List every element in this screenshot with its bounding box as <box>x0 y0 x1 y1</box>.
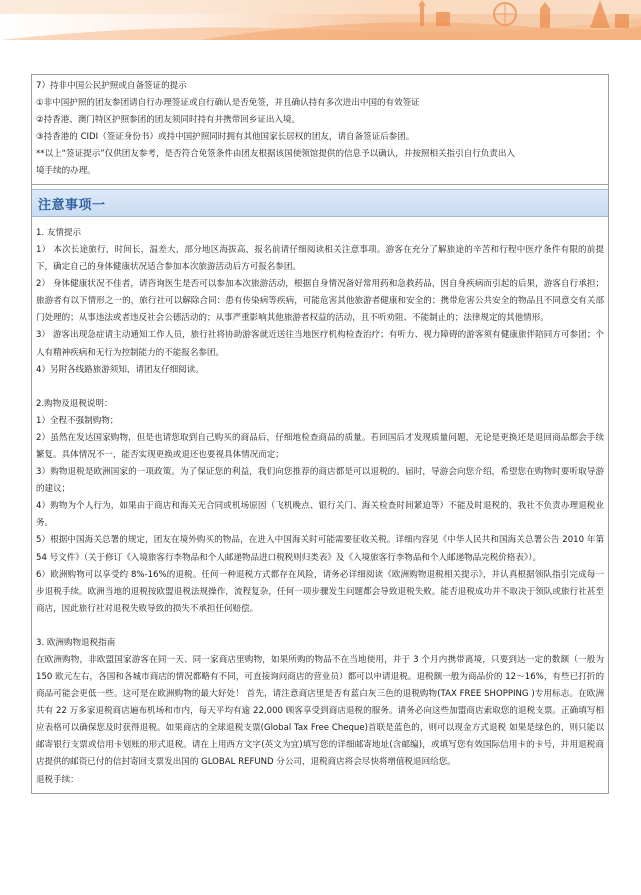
section-title: 注意事项一 <box>38 197 106 213</box>
friendly-item: 3） 游客出现急症请主动通知工作人员，旅行社将协助游客就近送往当地医疗机构检查治疗；有听力、视力障碍的游客须有健康旅伴陪同方可参团；个人有精神疾病和无行为控制能力的不能报名参团。 <box>36 330 604 358</box>
shopping-item: 1）全程不强制购物； <box>36 415 119 426</box>
visa-line: ②持香港、澳门特区护照参团的团友须同时持有并携带回乡证出入境。 <box>36 115 301 125</box>
visa-line: ①非中国护照的团友参团请自行办理签证或自行确认是否免签，并且确认持有多次进出中国的有效签证 <box>36 98 420 108</box>
section-header <box>32 189 608 217</box>
visa-line: 境手续的办理。 <box>36 166 96 176</box>
notice-box <box>31 185 609 794</box>
shopping-item: 5）根据中国海关总署的规定，团友在境外购买的物品，在进入中国海关时可能需要征收关税。详细内容见《中华人民共和国海关总署公告 2010 年第 54 号文件》（关于修订《入境旅客行李物品和个人邮递物品进口税税则归类表》及《入境旅客行李物品和个人邮递物品完税价格表》）。 <box>36 535 604 563</box>
document-page <box>31 74 609 794</box>
shopping-heading: 2.购物及退税说明： <box>36 398 113 409</box>
refund-guide-heading: 3. 欧洲购物退税指南 <box>36 637 116 648</box>
refund-guide-paragraph: 在欧洲购物，非欧盟国家游客在同一天、同一家商店里购物，如果所购的物品不在当地使用，并于 3 个月内携带离境，只要到达一定的数额（一般为 150 欧元左右，各国和各城市商店的情况都略有不同，可直接询问商店的营业员）都可以申请退税。退税额一般为商品价的 12～16%，有些已打折的商品可能会更低一些。这可是在欧洲购物的最大好处！ 首先，请注意商店里是否有蓝白灰三色的退税购物(TAX FREE SHOPPING )专用标志。在欧洲共有 22 万多家退税商店遍布机场和市内，每天平均有逾 22,000 顾客享受到商店退税的服务。请务必向这些加盟商店索取您的退税支票。正确填写相应表格可以确保您及时获得退税。如果商店的全球退税支票(Global Tax Free Cheque)首联是蓝色的，则可以现金方式退税 如果是绿色的，则只能以邮寄银行支票或信用卡划账的形式退税。请在上用西方文字(英文为宜)填写您的详细邮寄地址(含邮编)，或填写您有效国际信用卡的卡号，并用退税商店提供的邮资已付的信封寄回支票发出国的 GLOBAL REFUND 分公司，退税商店将会尽快将增值税退回给您。 <box>36 654 604 768</box>
travel-landmarks-banner-icon <box>0 0 641 40</box>
header-banner <box>0 0 641 40</box>
shopping-item: 6）欧洲购物可以享受约 8%-16%的退税。任何一种退税方式都存在风险，请务必详细阅读《欧洲购物退税相关提示》，并认真根据领队指引完成每一步退税手续。欧洲当地的退税按欧盟退税法规操作，流程复杂，任何一项步骤发生问题都会导致退税失败。能否退税成功并不取决于领队或旅行社甚至商店，因此旅行社对退税失败导致的损失不承担任何赔偿。 <box>36 569 604 614</box>
shopping-item: 3）购物退税是欧洲国家的一项政策。为了保证您的利益，我们向您推荐的商店都是可以退税的。届时，导游会向您介绍，希望您在购物时要听取导游的建议； <box>36 467 604 495</box>
refund-procedure-label: 退税手续： <box>36 774 79 785</box>
friendly-heading: 1. 友情提示 <box>36 228 82 238</box>
shopping-item: 2）虽然在发达国家购物，但是也请您取到自己购买的商品后，仔细地检查商品的质量。若回国后才发现质量问题，无论是更换还是退回商品都会手续繁复。具体情况不一，能否实现更换或退还也要视具体情况而定； <box>36 432 604 460</box>
friendly-item: 1） 本次长途旅行，时间长，温差大，部分地区海拔高，报名前请仔细阅读相关注意事项。游客在充分了解旅途的辛苦和行程中医疗条件有限的前提下，确定自己的身体健康状况适合参加本次旅游活动后方可报名参团。 <box>36 245 604 273</box>
friendly-item: 2） 身体健康状况不佳者，请咨询医生是否可以参加本次旅游活动，根据自身情况备好常用药和急救药品，因自身疾病而引起的后果，游客自行承担；旅游者有以下情形之一的，旅行社可以解除合同：患有传染病等疾病，可能危害其他旅游者健康和安全的；携带危害公共安全的物品且不同意交有关部门处理的；从事违法或者违反社会公德活动的；从事严重影响其他旅游者权益的活动，且不听劝阻、不能制止的；法律规定的其他情形。 <box>36 279 604 324</box>
visa-line: 7）持非中国公民护照或自备签证的提示 <box>36 81 187 91</box>
visa-line: ③持香港的 CIDI（签证身份书）或持中国护照同时拥有其他国家长居权的团友，请自备签证后参团。 <box>36 132 415 142</box>
visa-line: **以上“签证提示”仅供团友参考，是否符合免签条件由团友根据该国使领馆提供的信息予以确认，并按照相关指引自行负责出入 <box>36 149 515 159</box>
visa-notes-box <box>31 74 609 185</box>
shopping-item: 4）购物为个人行为，如果由于商店和海关无合同或机场原因（飞机晚点、银行关门、海关检查时间紧迫等）不能及时退税的，我社不负责办理退税业务。 <box>36 501 604 529</box>
friendly-item: 4）另附各线路旅游须知，请团友仔细阅读。 <box>36 364 204 375</box>
